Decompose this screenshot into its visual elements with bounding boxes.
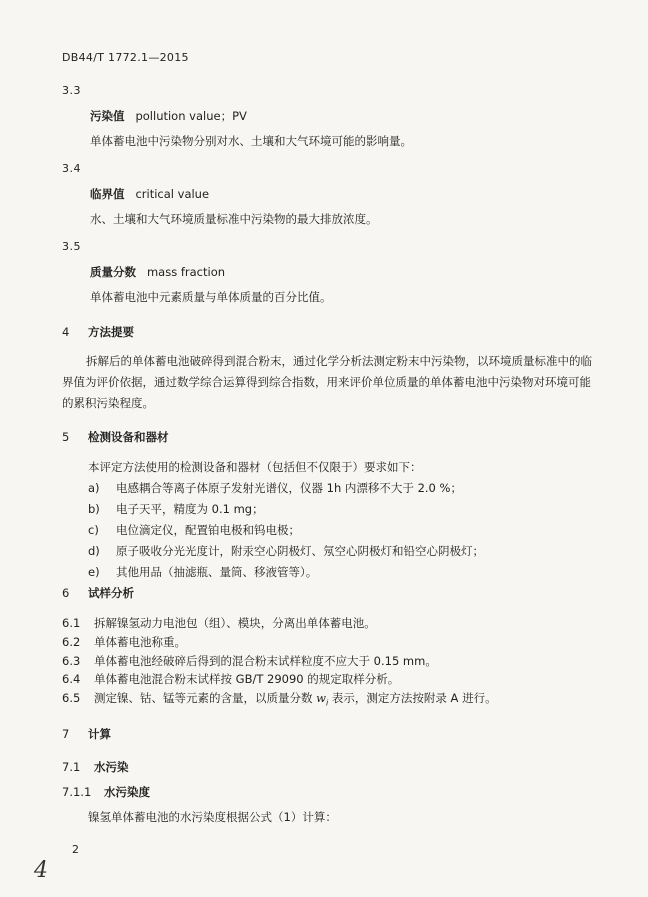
handwritten-mark: 4 xyxy=(34,858,48,883)
section-title: 计算 xyxy=(88,727,111,741)
list-text: 电感耦合等离子体原子发射光谱仪，仪器 1h 内漂移不大于 2.0 %； xyxy=(116,481,462,495)
clause-text: 单体蓄电池混合粉末试样按 GB/T 29090 的规定取样分析。 xyxy=(94,672,400,686)
clause-number: 6.1 xyxy=(62,616,81,630)
section-number: 7 xyxy=(62,727,70,741)
section-heading xyxy=(62,324,134,340)
list-marker: a) xyxy=(88,481,100,495)
clause-number: 6.5 xyxy=(62,691,81,705)
list-marker: e) xyxy=(88,565,100,579)
subsection-heading xyxy=(62,759,129,775)
section-intro: 本评定方法使用的检测设备和器材（包括但不仅限于）要求如下： xyxy=(88,460,422,474)
clause-text-post: 表示，测定方法按附录 A 进行。 xyxy=(328,691,497,705)
list-text: 其他用品（抽滤瓶、量筒、移液管等）。 xyxy=(116,565,318,579)
document-header: DB44/T 1772.1—2015 xyxy=(62,51,189,64)
term-definition: 单体蓄电池中元素质量与单体质量的百分比值。 xyxy=(90,290,332,304)
list-text: 电位滴定仪，配置铂电极和钨电极； xyxy=(116,523,300,537)
clause-item xyxy=(62,671,399,687)
list-item xyxy=(88,480,462,496)
term-english: critical value xyxy=(135,187,210,201)
clause-item xyxy=(62,634,186,650)
term-chinese: 质量分数 xyxy=(90,265,136,279)
section-number: 6 xyxy=(62,586,70,600)
term-heading xyxy=(90,264,225,280)
section-title: 试样分析 xyxy=(88,586,134,600)
term-chinese: 污染值 xyxy=(90,109,125,123)
list-item xyxy=(88,522,300,538)
term-chinese: 临界值 xyxy=(90,187,125,201)
clause-text: 单体蓄电池经破碎后得到的混合粉末试样粒度不应大于 0.15 mm。 xyxy=(94,654,437,668)
list-item xyxy=(88,501,264,517)
term-heading xyxy=(90,108,247,124)
subsection-title: 水污染 xyxy=(94,760,129,774)
term-definition: 水、土壤和大气环境质量标准中污染物的最大排放浓度。 xyxy=(90,212,378,226)
list-marker: c) xyxy=(88,523,99,537)
term-english: pollution value；PV xyxy=(135,109,247,123)
term-number: 3.5 xyxy=(62,240,81,253)
clause-text: 拆解镍氢动力电池包（组）、模块，分离出单体蓄电池。 xyxy=(94,616,376,630)
page-number: 2 xyxy=(72,843,79,856)
section-paragraph: 镍氢单体蓄电池的水污染度根据公式（1）计算： xyxy=(88,810,337,824)
section-title: 检测设备和器材 xyxy=(88,430,169,444)
term-definition: 单体蓄电池中污染物分别对水、土壤和大气环境可能的影响量。 xyxy=(90,134,412,148)
clause-item xyxy=(62,615,376,631)
section-heading xyxy=(62,585,134,601)
section-title: 方法提要 xyxy=(88,325,134,339)
variable-symbol: w xyxy=(316,691,326,705)
section-heading xyxy=(62,429,169,445)
subsection-heading xyxy=(62,784,150,800)
term-english: mass fraction xyxy=(146,265,226,279)
list-item xyxy=(88,543,484,559)
clause-item xyxy=(62,690,497,707)
section-heading xyxy=(62,726,111,742)
list-text: 原子吸收分光光度计，附汞空心阴极灯、氖空心阴极灯和铅空心阴极灯； xyxy=(116,544,484,558)
clause-number: 6.4 xyxy=(62,672,81,686)
subsection-number: 7.1 xyxy=(62,760,81,774)
variable-subscript: i xyxy=(326,698,329,708)
clause-number: 6.2 xyxy=(62,635,81,649)
section-number: 5 xyxy=(62,430,70,444)
section-paragraph: 拆解后的单体蓄电池破碎得到混合粉末，通过化学分析法测定粉末中污染物，以环境质量标准中的临界值为评价依据，通过数学综合运算得到综合指数，用来评价单位质量的单体蓄电池中污染物对环境可能的累积污染程度。 xyxy=(62,354,592,410)
list-marker: b) xyxy=(88,502,100,516)
list-text: 电子天平，精度为 0.1 mg； xyxy=(116,502,264,516)
section-number: 4 xyxy=(62,325,70,339)
term-heading xyxy=(90,186,209,202)
clause-number: 6.3 xyxy=(62,654,81,668)
term-number: 3.4 xyxy=(62,162,81,175)
subsection-number: 7.1.1 xyxy=(62,785,92,799)
subsection-title: 水污染度 xyxy=(104,785,150,799)
term-number: 3.3 xyxy=(62,84,81,97)
clause-text-pre: 测定镍、钴、锰等元素的含量，以质量分数 xyxy=(94,691,317,705)
clause-item xyxy=(62,653,437,669)
clause-text: 单体蓄电池称重。 xyxy=(94,635,186,649)
list-marker: d) xyxy=(88,544,100,558)
list-item xyxy=(88,564,317,580)
